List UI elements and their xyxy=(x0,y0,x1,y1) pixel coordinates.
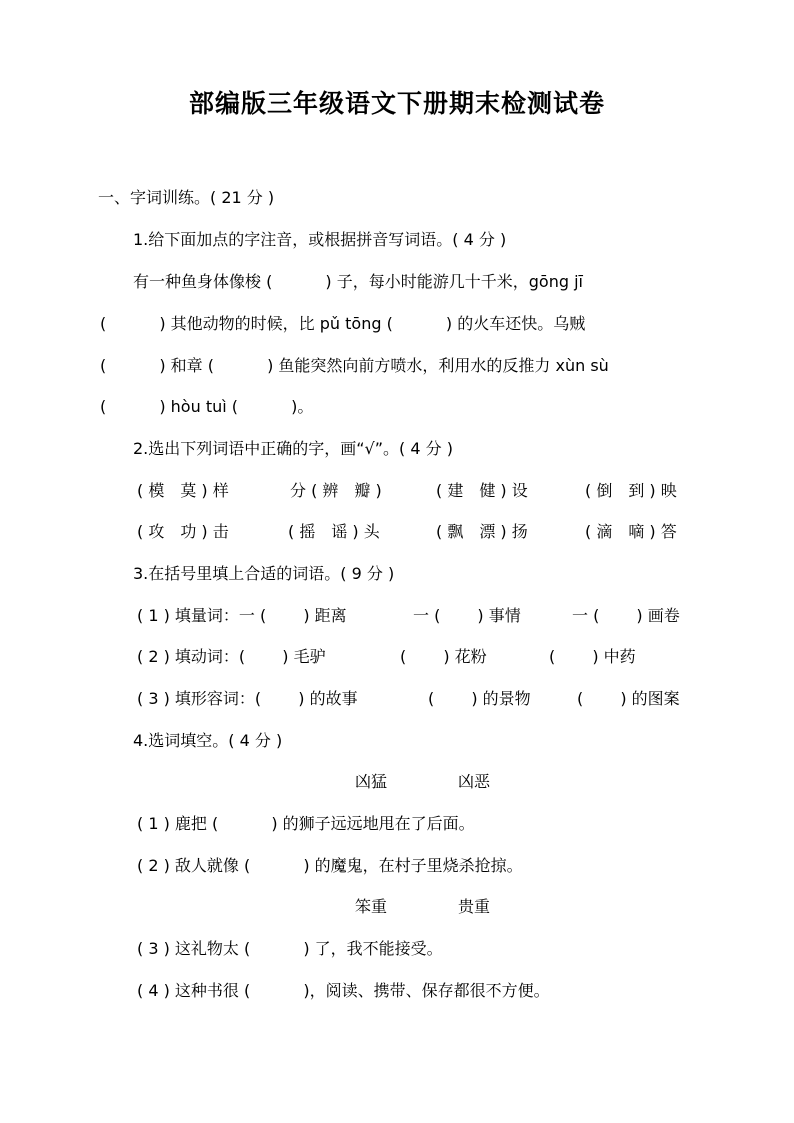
word-option: 凶猛 xyxy=(355,772,388,791)
word-option: 凶恶 xyxy=(458,772,491,791)
q2-item: ( 建 健 ) 设 xyxy=(436,481,528,500)
word-option: 笨重 xyxy=(355,897,388,916)
q2-item: ( 攻 功 ) 击 xyxy=(137,522,229,541)
question-4-prompt: 4.选词填空。( 4 分 ) xyxy=(133,731,283,750)
q3-item: ( 3 ) 填形容词：( ) 的故事 xyxy=(137,689,358,708)
q2-item: ( 倒 到 ) 映 xyxy=(585,481,677,500)
q4-sentence-4: ( 4 ) 这种书很 ( )，阅读、携带、保存都很不方便。 xyxy=(137,981,550,1000)
q3-item: ( ) 花粉 xyxy=(400,647,487,666)
section-heading: 一、字词训练。( 21 分 ) xyxy=(98,188,275,207)
question-1-line-2: ( ) 其他动物的时候，比 pǔ tōng ( ) 的火车还快。乌贼 xyxy=(100,314,586,333)
q2-item: ( 模 莫 ) 样 xyxy=(137,481,229,500)
question-1-line-4: ( ) hòu tuì ( )。 xyxy=(100,397,314,416)
q4-sentence-3: ( 3 ) 这礼物太 ( ) 了，我不能接受。 xyxy=(137,939,443,958)
question-3-prompt: 3.在括号里填上合适的词语。( 9 分 ) xyxy=(133,564,395,583)
q2-item: 分 ( 辨 瓣 ) xyxy=(290,481,382,500)
q3-item: 一 ( ) 画卷 xyxy=(572,606,680,625)
question-1-prompt: 1.给下面加点的字注音，或根据拼音写词语。( 4 分 ) xyxy=(133,230,507,249)
q2-item: ( 滴 嘀 ) 答 xyxy=(585,522,677,541)
q2-item: ( 摇 谣 ) 头 xyxy=(288,522,380,541)
q4-sentence-1: ( 1 ) 鹿把 ( ) 的狮子远远地甩在了后面。 xyxy=(137,814,475,833)
q3-item: ( ) 的图案 xyxy=(577,689,680,708)
q3-item: ( 1 ) 填量词：一 ( ) 距离 xyxy=(137,606,347,625)
q3-item: ( 2 ) 填动词：( ) 毛驴 xyxy=(137,647,326,666)
q4-sentence-2: ( 2 ) 敌人就像 ( ) 的魔鬼，在村子里烧杀抢掠。 xyxy=(137,856,523,875)
q3-item: 一 ( ) 事情 xyxy=(413,606,521,625)
page-title: 部编版三年级语文下册期末检测试卷 xyxy=(188,89,605,118)
q3-item: ( ) 的景物 xyxy=(428,689,531,708)
question-1-line-1: 有一种鱼身体像梭 ( ) 子，每小时能游几十千米，gōng jī xyxy=(133,272,583,291)
word-option: 贵重 xyxy=(458,897,491,916)
question-1-line-3: ( ) 和章 ( ) 鱼能突然向前方喷水，利用水的反推力 xùn sù xyxy=(100,356,609,375)
q3-item: ( ) 中药 xyxy=(549,647,636,666)
question-2-prompt: 2.选出下列词语中正确的字，画“√”。( 4 分 ) xyxy=(133,439,453,458)
q2-item: ( 飘 漂 ) 扬 xyxy=(436,522,528,541)
